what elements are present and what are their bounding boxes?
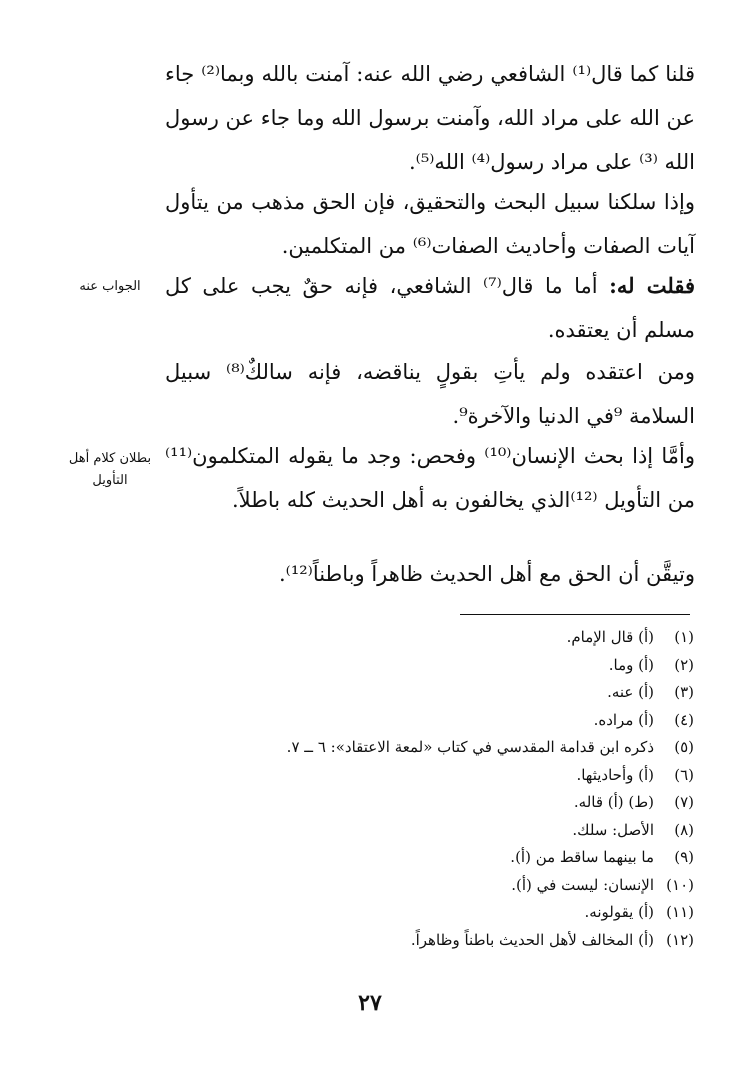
footnotes-list [134, 624, 694, 954]
footnote-item [134, 844, 694, 872]
footnote-item [134, 624, 694, 652]
paragraph-text: أما ما قال⁽⁷⁾ الشافعي، فإنه حقٌ يجب على كل مسلم أن يعتقده. [165, 274, 695, 342]
paragraph-text: قلنا كما قال⁽¹⁾ الشافعي رضي الله عنه: آمنت بالله وبما⁽²⁾ جاء عن الله على مراد الله، وآمنت برسول الله وما جاء عن رسول الله ⁽³⁾ على مراد رسول⁽⁴⁾ الله⁽⁵⁾. [165, 62, 695, 174]
bold-lead: فقلت له: [609, 273, 695, 298]
margin-note-answer: الجواب عنه [79, 279, 141, 294]
footnote-number: (٩) [674, 848, 694, 866]
footnote-number: (١) [674, 628, 694, 646]
footnote-item [134, 652, 694, 680]
footnote-item [134, 679, 694, 707]
footnote-text: (أ) يقولونه. [584, 903, 654, 921]
footnote-text: ما بينهما ساقط من (أ). [510, 848, 654, 866]
footnote-item [134, 872, 694, 900]
footnote-number: (٢) [674, 655, 694, 674]
footnote-number: (٥) [674, 738, 694, 756]
footnote-separator [460, 614, 690, 615]
footnote-item [134, 734, 694, 762]
paragraph-safety-path [165, 350, 695, 438]
footnote-number: (١٢) [666, 930, 694, 949]
paragraph-text: وأمَّا إذا بحث الإنسان⁽¹⁰⁾ وفحص: وجد ما يقوله المتكلمون⁽¹¹⁾ من التأويل ⁽¹²⁾الذي يخالفون به أهل الحديث كله باطلاً. [165, 444, 695, 512]
footnote-text: (أ) عنه. [607, 683, 654, 701]
footnote-number: (٧) [674, 793, 694, 811]
margin-note-invalidity: بطلان كلام أهل التأويل [68, 451, 152, 488]
footnote-number: (٣) [674, 683, 694, 701]
footnote-text: (أ) وما. [608, 655, 654, 674]
footnote-item [134, 927, 694, 955]
footnote-number: (٤) [674, 710, 694, 729]
footnote-text: (أ) وأحاديثها. [576, 765, 654, 784]
page-number: ٢٧ [358, 990, 382, 1016]
footnote-text: ذكره ابن قدامة المقدسي في كتاب «لمعة الاعتقاد»: ٦ ــ ٧. [286, 738, 654, 756]
footnote-text: الأصل: سلك. [572, 820, 654, 839]
footnote-text: (ط) (أ) قاله. [573, 793, 654, 811]
footnote-text: الإنسان: ليست في (أ). [511, 875, 654, 894]
paragraph-text: وتيقَّن أن الحق مع أهل الحديث ظاهراً وباطناً⁽¹²⁾. [278, 562, 695, 586]
footnote-number: (٦) [674, 765, 694, 784]
footnote-item [134, 817, 694, 845]
paragraph-scrutiny [165, 434, 695, 522]
footnote-item [134, 899, 694, 927]
footnote-number: (١٠) [666, 875, 694, 894]
footnote-text: (أ) مراده. [593, 710, 654, 729]
paragraph-research-path [165, 180, 695, 268]
footnote-text: (أ) المخالف لأهل الحديث باطناً وظاهراً. [410, 930, 654, 949]
footnote-item [134, 707, 694, 735]
paragraph-text: وإذا سلكنا سبيل البحث والتحقيق، فإن الحق مذهب من يتأول آيات الصفات وأحاديث الصفات⁽⁶⁾ من المتكلمين. [165, 190, 695, 258]
paragraph-text: ومن اعتقده ولم يأتِ بقولٍ يناقضه، فإنه سالكٌ⁽⁸⁾ سبيل السلامة ⁹في الدنيا والآخرة⁹. [165, 360, 695, 428]
footnote-number: (٨) [674, 820, 694, 839]
footnote-item [134, 762, 694, 790]
paragraph-certainty [165, 552, 695, 596]
paragraph-answer [165, 264, 695, 352]
paragraph-shafii-quote [165, 52, 695, 184]
footnote-text: (أ) قال الإمام. [566, 628, 654, 646]
footnote-number: (١١) [666, 903, 694, 921]
footnote-item [134, 789, 694, 817]
